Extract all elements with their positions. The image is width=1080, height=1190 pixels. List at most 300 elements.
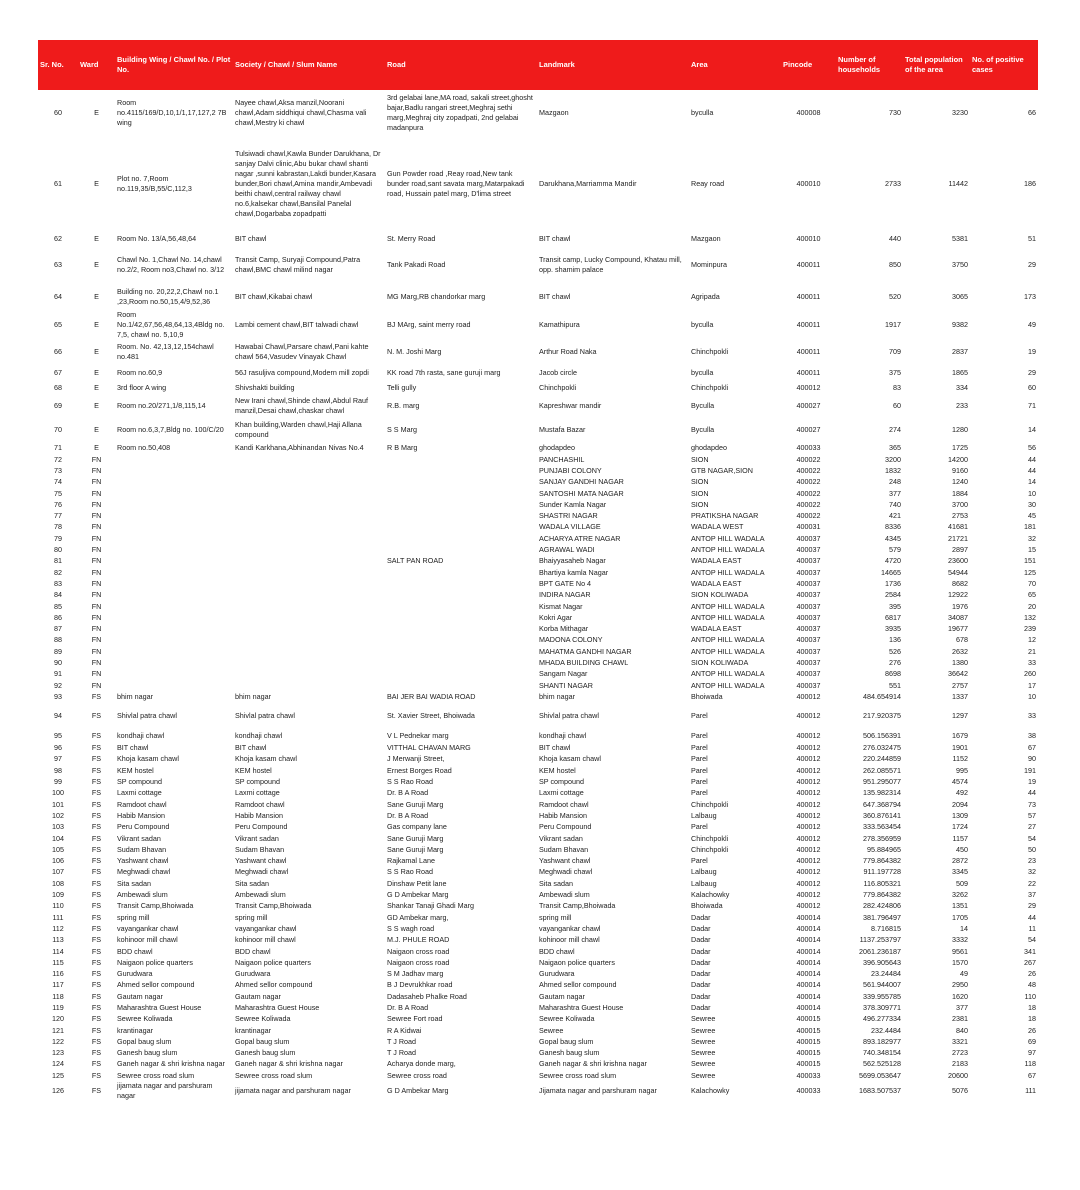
- cell-households: 276.032475: [863, 743, 901, 753]
- cell-households: 248: [889, 477, 901, 487]
- cell-area: ANTOP HILL WADALA: [691, 612, 765, 622]
- cell-households: 421: [889, 511, 901, 521]
- cell-society: Gopal baug slum: [235, 1036, 290, 1046]
- cell-sr-no: 115: [52, 957, 64, 967]
- cell-road: [385, 544, 537, 555]
- cell-landmark: Ambewadi slum: [539, 890, 590, 900]
- cell-road: Dadasaheb Phalke Road: [387, 991, 467, 1001]
- cell-landmark: BDD chawl: [539, 946, 575, 956]
- cell-landmark: Vikrant sadan: [539, 833, 583, 843]
- cell-positive-cases: 21: [1028, 646, 1036, 656]
- cell-pincode: 400037: [796, 635, 821, 645]
- table-row: [38, 923, 1038, 934]
- cell-landmark: Ganesh baug slum: [539, 1048, 600, 1058]
- cell-landmark: SANJAY GANDHI NAGAR: [539, 477, 624, 487]
- cell-landmark: Sangam Nagar: [539, 669, 588, 679]
- cell-households: 360.876141: [863, 810, 901, 820]
- cell-ward: E: [94, 260, 99, 269]
- cell-ward: E: [94, 368, 99, 377]
- table-row: [38, 957, 1038, 968]
- cell-road: [385, 454, 537, 465]
- cell-building: [115, 590, 233, 601]
- table-row: [38, 418, 1038, 442]
- cell-sr-no: 69: [54, 401, 62, 410]
- table-header-row: [38, 40, 1038, 90]
- cell-building: Sudam Bhavan: [117, 844, 167, 854]
- cell-households: 339.955785: [863, 991, 901, 1001]
- cell-population: 3065: [952, 292, 968, 301]
- cell-society: spring mill: [235, 912, 268, 922]
- cell-ward: FS: [91, 1070, 102, 1080]
- cell-population: 41681: [948, 522, 968, 532]
- cell-pincode: 400011: [796, 368, 821, 377]
- cell-population: 3230: [952, 108, 968, 117]
- cell-area: Mazgaon: [691, 234, 721, 243]
- cell-ward: FN: [91, 680, 102, 690]
- cell-positive-cases: 65: [1028, 590, 1036, 600]
- table-row: [38, 522, 1038, 533]
- cell-road: M.J. PHULE ROAD: [387, 935, 450, 945]
- table-row: [38, 465, 1038, 476]
- cell-building: spring mill: [117, 912, 150, 922]
- cell-population: 3700: [952, 499, 968, 509]
- cell-society: [233, 680, 385, 691]
- cell-road: [385, 465, 537, 476]
- cell-ward: FS: [91, 856, 102, 866]
- cell-ward: FS: [91, 890, 102, 900]
- cell-area: WADALA EAST: [691, 624, 742, 634]
- header-society: Society / Chawl / Slum Name: [233, 40, 385, 90]
- cell-ward: E: [94, 383, 99, 392]
- cell-households: 579: [889, 545, 901, 555]
- cell-pincode: 400014: [796, 912, 821, 922]
- cell-pincode: 400010: [796, 234, 821, 243]
- cell-sr-no: 107: [52, 867, 64, 877]
- cell-road: S M Jadhav marg: [387, 969, 444, 979]
- cell-road: 3rd gelabai lane,MA road, sakali street,ghosht bajar,Badlu rangari street,Meghraj sethi marg,Meghraj city zopadpati, 2nd gelabai madanpura: [387, 93, 533, 132]
- cell-society: Ganesh baug slum: [235, 1048, 296, 1058]
- cell-households: 779.864382: [863, 890, 901, 900]
- cell-sr-no: 113: [52, 935, 64, 945]
- cell-households: 5699.053647: [859, 1070, 901, 1080]
- cell-households: 1137.253797: [859, 935, 901, 945]
- cell-pincode: 400012: [796, 799, 821, 809]
- cell-area: ghodapdeo: [691, 443, 727, 452]
- cell-area: Chinchpokli: [691, 833, 729, 843]
- cell-positive-cases: 44: [1028, 454, 1036, 464]
- cell-road: Rajkamal Lane: [387, 856, 435, 866]
- cell-pincode: 400015: [796, 1036, 821, 1046]
- cell-pincode: 400014: [796, 923, 821, 933]
- cell-pincode: 400037: [796, 601, 821, 611]
- cell-area: Dadar: [691, 980, 711, 990]
- cell-area: Dadar: [691, 957, 711, 967]
- cell-ward: FN: [91, 612, 102, 622]
- table-row: [38, 788, 1038, 799]
- cell-ward: FN: [91, 601, 102, 611]
- cell-sr-no: 96: [54, 743, 62, 753]
- cell-positive-cases: 54: [1028, 935, 1036, 945]
- cell-population: 492: [956, 788, 968, 798]
- cell-pincode: 400037: [796, 556, 821, 566]
- containment-zones-table: [38, 40, 1038, 1101]
- cell-positive-cases: 29: [1028, 901, 1036, 911]
- cell-road: S S wagh road: [387, 923, 435, 933]
- cell-households: 506.156391: [863, 730, 901, 740]
- cell-population: 1157: [952, 833, 968, 843]
- cell-building: [115, 510, 233, 521]
- cell-area: ANTOP HILL WADALA: [691, 545, 765, 555]
- cell-road: S S Rao Road: [387, 867, 433, 877]
- cell-area: Byculla: [691, 425, 715, 434]
- cell-society: Tulsiwadi chawl,Kawla Bunder Darukhana, Dr sanjay Dalvi clinic,Abu bukar chawl shanti nagar ,sunni kabrastan,Lakdi bunder,Kasara bunder,Bori chawl,Amina mandir,Ambevadi beithi chawl,central railway chawl no.6,kalsekar chawl,Bansilal Panelal chawl,Dogarbaba zopadpatti: [235, 149, 381, 218]
- cell-population: 3332: [952, 935, 968, 945]
- cell-area: Dadar: [691, 935, 711, 945]
- cell-pincode: 400011: [796, 260, 821, 269]
- cell-population: 1976: [952, 601, 968, 611]
- cell-society: [233, 465, 385, 476]
- cell-pincode: 400015: [796, 1025, 821, 1035]
- cell-positive-cases: 151: [1024, 556, 1036, 566]
- cell-landmark: kondhaji chawl: [539, 730, 587, 740]
- cell-society: [233, 669, 385, 680]
- cell-building: Plot no. 7,Room no.119,35/B,55/C,112,3: [117, 174, 192, 193]
- cell-positive-cases: 23: [1028, 856, 1036, 866]
- cell-pincode: 400037: [796, 612, 821, 622]
- cell-population: 1152: [952, 754, 968, 764]
- cell-pincode: 400012: [796, 867, 821, 877]
- cell-society: Gurudwara: [235, 969, 271, 979]
- cell-population: 1865: [952, 368, 968, 377]
- cell-pincode: 400022: [796, 454, 821, 464]
- table-row: [38, 510, 1038, 521]
- cell-sr-no: 76: [54, 499, 62, 509]
- cell-households: 278.356959: [863, 833, 901, 843]
- cell-pincode: 400014: [796, 946, 821, 956]
- cell-landmark: Korba Mithagar: [539, 624, 589, 634]
- cell-population: 49: [960, 969, 968, 979]
- cell-population: 840: [956, 1025, 968, 1035]
- cell-area: SION KOLIWADA: [691, 590, 749, 600]
- cell-households: 911.197728: [863, 867, 901, 877]
- cell-sr-no: 64: [54, 292, 62, 301]
- cell-landmark: Habib Mansion: [539, 810, 587, 820]
- cell-area: Chinchpokli: [691, 347, 729, 356]
- cell-landmark: WADALA VILLAGE: [539, 522, 601, 532]
- cell-ward: FS: [91, 710, 102, 720]
- table-row: [38, 844, 1038, 855]
- cell-area: ANTOP HILL WADALA: [691, 635, 765, 645]
- cell-pincode: 400033: [796, 1086, 821, 1096]
- cell-positive-cases: 29: [1028, 368, 1036, 377]
- cell-sr-no: 91: [54, 669, 62, 679]
- cell-pincode: 400012: [796, 833, 821, 843]
- cell-population: 678: [956, 635, 968, 645]
- cell-population: 1705: [952, 912, 968, 922]
- cell-positive-cases: 14: [1028, 477, 1036, 487]
- cell-society: [233, 567, 385, 578]
- cell-society: [233, 477, 385, 488]
- cell-population: 2723: [952, 1048, 968, 1058]
- cell-population: 1351: [952, 901, 968, 911]
- cell-ward: FS: [91, 991, 102, 1001]
- cell-ward: FS: [91, 946, 102, 956]
- cell-pincode: 400011: [796, 320, 821, 329]
- cell-area: Chinchpokli: [691, 383, 729, 392]
- cell-pincode: 400012: [796, 810, 821, 820]
- cell-society: [233, 612, 385, 623]
- cell-building: Meghwadi chawl: [117, 867, 171, 877]
- cell-ward: FN: [91, 522, 102, 532]
- table-row: [38, 810, 1038, 821]
- cell-landmark: Bhartiya kamla Nagar: [539, 567, 609, 577]
- cell-road: [385, 669, 537, 680]
- cell-society: [233, 556, 385, 567]
- cell-households: 276: [889, 657, 901, 667]
- cell-area: Agripada: [691, 292, 720, 301]
- cell-ward: FS: [91, 730, 102, 740]
- cell-landmark: BIT chawl: [539, 234, 571, 243]
- cell-landmark: Ganeh nagar & shri krishna nagar: [539, 1059, 647, 1069]
- cell-ward: FS: [91, 788, 102, 798]
- cell-area: Chinchpokli: [691, 844, 729, 854]
- cell-population: 1724: [952, 822, 968, 832]
- cell-positive-cases: 118: [1024, 1059, 1036, 1069]
- cell-population: 1280: [952, 425, 968, 434]
- table-row: [38, 680, 1038, 691]
- cell-households: 262.085571: [863, 765, 901, 775]
- cell-pincode: 400033: [796, 1070, 821, 1080]
- cell-sr-no: 60: [54, 108, 62, 117]
- cell-ward: FN: [91, 556, 102, 566]
- cell-households: 274: [889, 425, 901, 434]
- header-population: Total population of the area: [903, 40, 970, 90]
- cell-landmark: kohinoor mill chawl: [539, 935, 600, 945]
- cell-positive-cases: 15: [1028, 545, 1036, 555]
- cell-sr-no: 121: [52, 1025, 64, 1035]
- cell-area: Sewree: [691, 1025, 716, 1035]
- cell-sr-no: 120: [52, 1014, 64, 1024]
- cell-sr-no: 116: [52, 969, 64, 979]
- cell-society: [233, 454, 385, 465]
- cell-society: [233, 623, 385, 634]
- cell-landmark: Sudam Bhavan: [539, 844, 589, 854]
- cell-pincode: 400012: [796, 765, 821, 775]
- cell-sr-no: 67: [54, 368, 62, 377]
- cell-population: 9382: [952, 320, 968, 329]
- cell-pincode: 400014: [796, 969, 821, 979]
- cell-building: Room no.6,3,7,Bldg no. 100/C/20: [117, 425, 224, 434]
- cell-ward: FN: [91, 511, 102, 521]
- cell-sr-no: 103: [52, 822, 64, 832]
- cell-road: Sane Guruji Marg: [387, 844, 444, 854]
- cell-positive-cases: 69: [1028, 1036, 1036, 1046]
- cell-road: Sane Guruji Marg: [387, 799, 444, 809]
- cell-population: 2183: [952, 1059, 968, 1069]
- cell-population: 9561: [952, 946, 968, 956]
- cell-building: 3rd floor A wing: [117, 383, 167, 392]
- cell-ward: FS: [91, 1036, 102, 1046]
- cell-building: kohinoor mill chawl: [117, 935, 178, 945]
- cell-ward: FS: [91, 822, 102, 832]
- cell-positive-cases: 33: [1028, 710, 1036, 720]
- cell-society: kondhaji chawl: [235, 730, 283, 740]
- table-row: [38, 442, 1038, 454]
- cell-sr-no: 117: [52, 980, 64, 990]
- cell-households: 95.884965: [867, 844, 901, 854]
- table-row: [38, 729, 1038, 743]
- cell-positive-cases: 26: [1028, 969, 1036, 979]
- cell-building: bhim nagar: [117, 691, 153, 701]
- cell-sr-no: 74: [54, 477, 62, 487]
- cell-road: G D Ambekar Marg: [387, 890, 449, 900]
- cell-society: Transit Camp, Suryaji Compound,Patra chawl,BMC chawl milind nagar: [235, 255, 361, 274]
- cell-building: Sewree cross road slum: [117, 1070, 195, 1080]
- cell-pincode: 400037: [796, 624, 821, 634]
- cell-road: [385, 510, 537, 521]
- cell-society: [233, 657, 385, 668]
- cell-building: Room no.50,408: [117, 443, 171, 452]
- cell-area: ANTOP HILL WADALA: [691, 567, 765, 577]
- cell-road: T J Road: [387, 1036, 417, 1046]
- cell-road: Dr. B A Road: [387, 1003, 429, 1012]
- cell-population: 14200: [948, 454, 968, 464]
- cell-building: Ambewadi slum: [117, 890, 168, 900]
- cell-road: [385, 522, 537, 533]
- cell-ward: FN: [91, 545, 102, 555]
- header-ward: Ward: [78, 40, 115, 90]
- cell-households: 377: [889, 488, 901, 498]
- cell-households: 23.24484: [871, 969, 901, 979]
- cell-sr-no: 105: [52, 844, 64, 854]
- cell-sr-no: 100: [52, 788, 64, 798]
- cell-population: 1884: [952, 488, 968, 498]
- cell-area: byculla: [691, 368, 714, 377]
- cell-population: 1620: [952, 991, 968, 1001]
- cell-positive-cases: 20: [1028, 601, 1036, 611]
- table-row: [38, 556, 1038, 567]
- cell-households: 217.920375: [863, 710, 901, 720]
- table-row: [38, 578, 1038, 589]
- cell-road: T J Road: [387, 1048, 417, 1058]
- cell-society: [233, 533, 385, 544]
- cell-landmark: Gautam nagar: [539, 991, 585, 1001]
- table-row: [38, 1036, 1038, 1047]
- cell-area: Parel: [691, 788, 708, 798]
- cell-households: 378.309771: [863, 1003, 901, 1012]
- cell-ward: FN: [91, 454, 102, 464]
- cell-pincode: 400033: [796, 443, 821, 452]
- table-row: [38, 657, 1038, 668]
- cell-sr-no: 82: [54, 567, 62, 577]
- cell-society: [233, 635, 385, 646]
- table-row: [38, 567, 1038, 578]
- cell-building: [115, 454, 233, 465]
- cell-road: S S Marg: [387, 425, 417, 434]
- cell-ward: FN: [91, 465, 102, 475]
- cell-area: ANTOP HILL WADALA: [691, 646, 765, 656]
- cell-building: Maharashtra Guest House: [117, 1003, 202, 1012]
- cell-sr-no: 80: [54, 545, 62, 555]
- cell-sr-no: 79: [54, 533, 62, 543]
- cell-area: Dadar: [691, 991, 711, 1001]
- cell-positive-cases: 125: [1024, 567, 1036, 577]
- cell-population: 34087: [948, 612, 968, 622]
- cell-ward: FN: [91, 533, 102, 543]
- cell-area: Dadar: [691, 969, 711, 979]
- cell-pincode: 400037: [796, 646, 821, 656]
- cell-area: Sewree: [691, 1014, 716, 1024]
- cell-building: Room No.1/42,67,56,48,64,13,4Bldg no. 7,5, chawl no. 5,10,9: [117, 310, 225, 339]
- table-row: [38, 382, 1038, 394]
- cell-population: 3321: [952, 1036, 968, 1046]
- cell-sr-no: 109: [52, 890, 64, 900]
- cell-road: G D Ambekar Marg: [387, 1086, 449, 1096]
- table-row: [38, 646, 1038, 657]
- cell-sr-no: 126: [52, 1086, 64, 1096]
- cell-population: 1679: [952, 730, 968, 740]
- cell-society: [233, 578, 385, 589]
- cell-ward: FS: [91, 833, 102, 843]
- cell-society: Ahmed sellor compound: [235, 980, 313, 990]
- table-row: [38, 889, 1038, 900]
- cell-households: 1917: [885, 320, 901, 329]
- cell-households: 850: [889, 260, 901, 269]
- cell-road: St. Xavier Street, Bhoiwada: [387, 710, 475, 720]
- cell-households: 3935: [885, 624, 901, 634]
- cell-sr-no: 112: [52, 923, 64, 933]
- cell-landmark: Sunder Kamla Nagar: [539, 499, 607, 509]
- cell-road: R.B. marg: [387, 401, 420, 410]
- cell-ward: FN: [91, 624, 102, 634]
- cell-building: Room. No. 42,13,12,154chawl no.481: [117, 342, 214, 361]
- cell-pincode: 400027: [796, 425, 821, 434]
- cell-landmark: Ramdoot chawl: [539, 799, 589, 809]
- cell-landmark: INDIRA NAGAR: [539, 590, 591, 600]
- table-row: [38, 1070, 1038, 1081]
- cell-society: Transit Camp,Bhoiwada: [235, 901, 312, 911]
- table-row: [38, 991, 1038, 1002]
- cell-society: BDD chawl: [235, 946, 271, 956]
- cell-area: Parel: [691, 743, 708, 753]
- cell-society: [233, 601, 385, 612]
- cell-landmark: ghodapdeo: [539, 443, 575, 452]
- cell-population: 2753: [952, 511, 968, 521]
- cell-road: Acharya donde marg,: [387, 1059, 456, 1069]
- table-row: [38, 544, 1038, 555]
- cell-road: [385, 590, 537, 601]
- cell-building: Sita sadan: [117, 878, 151, 888]
- cell-positive-cases: 26: [1028, 1025, 1036, 1035]
- cell-area: Parel: [691, 754, 708, 764]
- cell-area: Mominpura: [691, 260, 727, 269]
- cell-population: 2897: [952, 545, 968, 555]
- table-row: [38, 980, 1038, 991]
- cell-society: [233, 590, 385, 601]
- cell-population: 2950: [952, 980, 968, 990]
- cell-population: 12922: [948, 590, 968, 600]
- cell-population: 1337: [952, 691, 968, 701]
- cell-road: Gun Powder road ,Reay road,New tank bunder road,sant savata marg,Matarpakadi road, Hussain patel marg, D'lima street: [387, 169, 525, 198]
- cell-pincode: 400011: [796, 292, 821, 301]
- cell-ward: E: [94, 401, 99, 410]
- table-row: [38, 822, 1038, 833]
- cell-households: 484.654914: [863, 691, 901, 701]
- cell-pincode: 400015: [796, 1048, 821, 1058]
- cell-society: [233, 499, 385, 510]
- cell-area: Chinchpokli: [691, 799, 729, 809]
- cell-landmark: Kismat Nagar: [539, 601, 583, 611]
